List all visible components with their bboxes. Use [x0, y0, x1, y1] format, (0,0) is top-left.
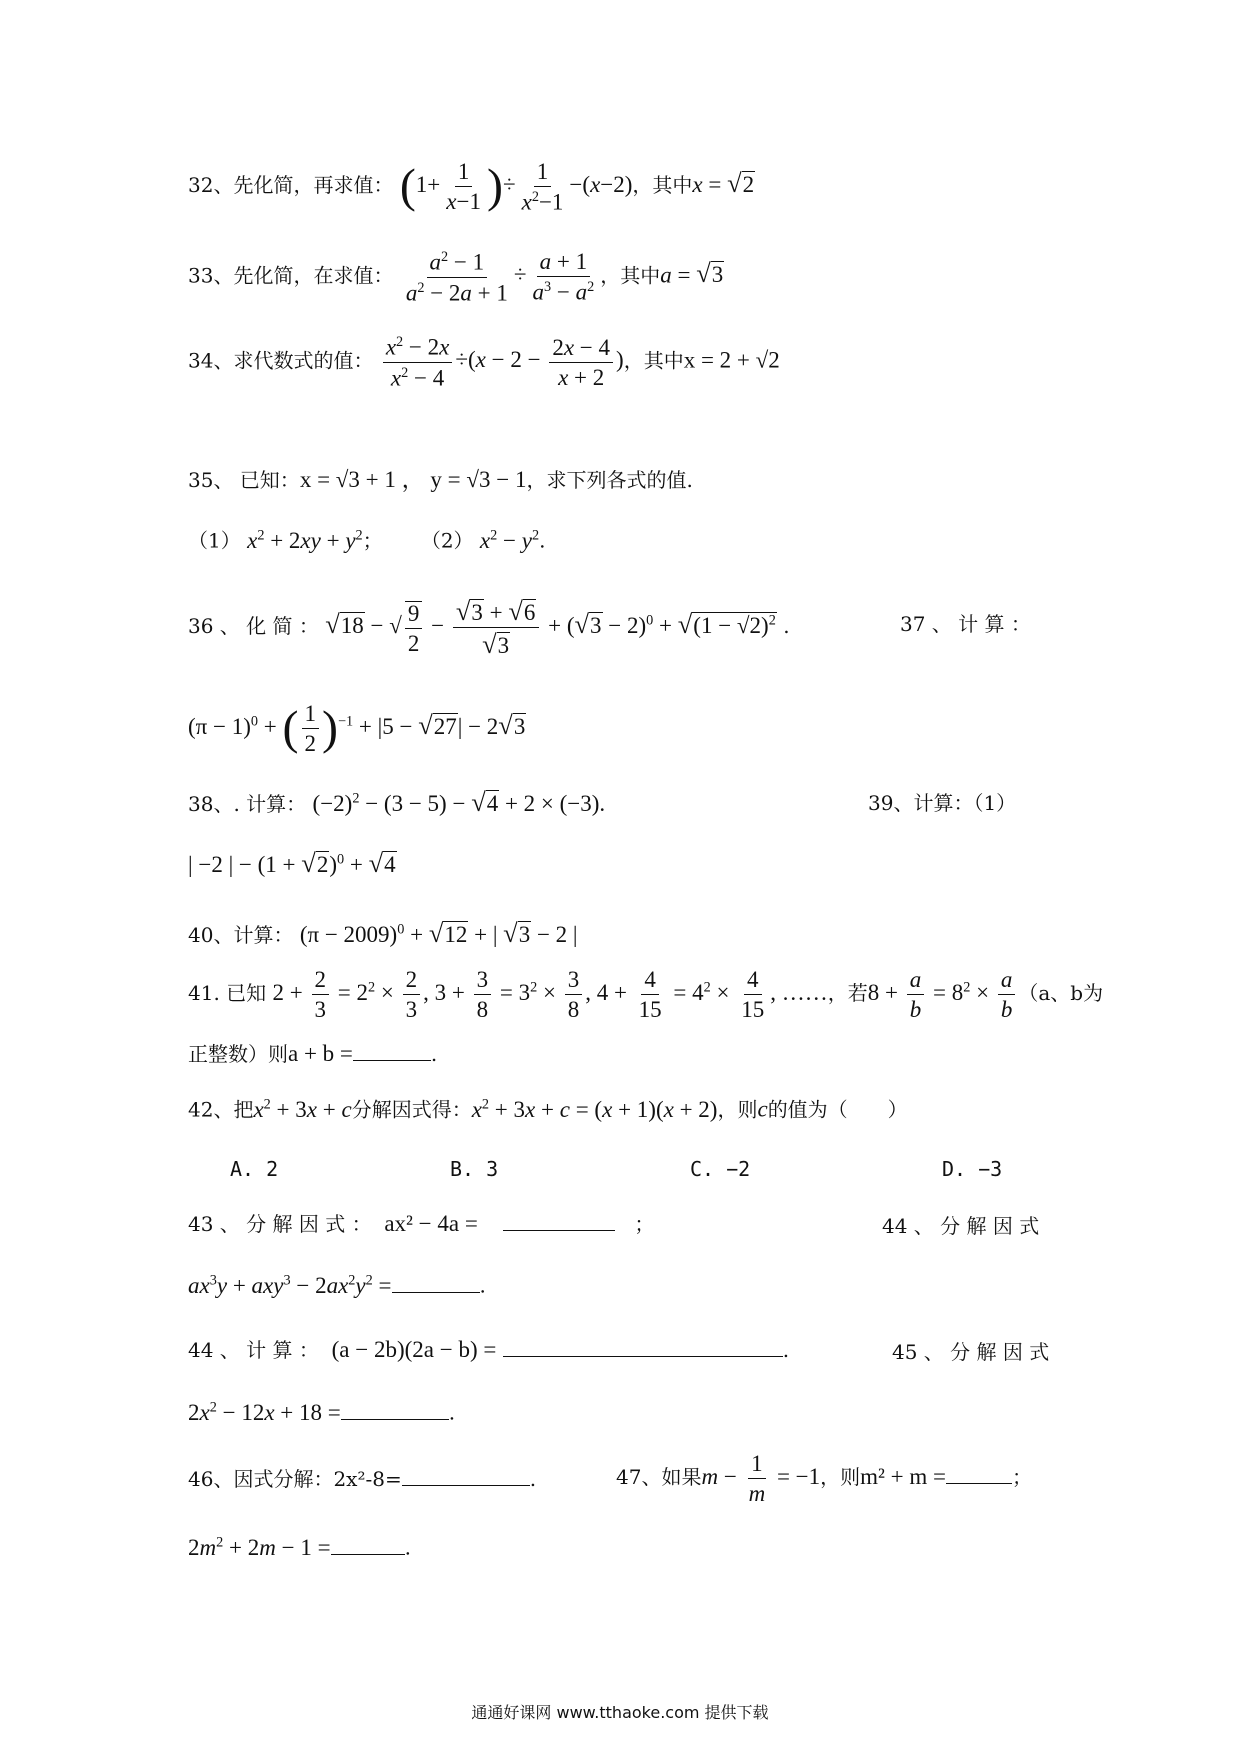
question-35-label: 35、 已知： [188, 468, 300, 492]
question-47: 47、如果m − $\frac{1}{m}$ = −1，则m² + m = ； [616, 1451, 1033, 1506]
question-34 [188, 335, 780, 389]
question-37-expression: $(\pi - 1)^0$ + ( $\frac{1}{2}$ )$^{-1}$ + |5 − √27| − 2√3 [188, 701, 526, 756]
question-35-tail: ，求下列各式的值. [526, 468, 693, 492]
question-44a: $ax^3y + axy^3 - 2ax^2y^2$ = . [188, 1272, 486, 1298]
question-43-expression: ax² − 4a = [384, 1211, 478, 1236]
question-44b: 44 、 计 算 ： (a − 2b)(2a − b) = . [188, 1337, 790, 1362]
question-44b-label: 44 、 计 算 ： [188, 1338, 319, 1362]
question-47-label: 47、如果 [616, 1464, 702, 1489]
question-32-condition: ，其中 [632, 173, 693, 198]
question-43: 43 、 分 解 因 式 ： ax² − 4a = ； [188, 1211, 655, 1236]
question-39 [188, 850, 397, 876]
question-42-option-b[interactable]: B. 3 [450, 1157, 499, 1181]
question-43-answer-blank[interactable] [503, 1230, 615, 1231]
question-34-value: x = 2 + √2 [683, 347, 780, 373]
question-35 [188, 468, 693, 491]
question-44a-answer-blank[interactable] [392, 1292, 480, 1293]
question-45: $2x^2 - 12x + 18$ = . [188, 1399, 456, 1425]
question-32: 32、先化简，再求值： (1+ $\frac{1}{x-1}$ )÷ $\frac{1}{x^2-1}$ −(x−2)，其中x = √2 [188, 159, 755, 215]
question-41: 41. 已知 2 + $\frac{2}{3}$ = $2^2$ × $\frac{2}{3}$ , 3 + $\frac{3}{8}$ = $3^2$ × $\frac{3}{8}$ , 4 + $\frac{4}{15}$ = $4^2$ × $\frac{4}{15}$ , ……，若8 + $\frac{a}{b}$ = $8^2$ × $\frac{a}{b}$ （a、b为 [188, 967, 1104, 1022]
question-35-part2-label: （2） [420, 528, 474, 553]
question-44b-expression: (a − 2b)(2a − b) = [331, 1337, 497, 1362]
question-38-label: 38、. 计算： [188, 792, 307, 816]
question-40-expression: $(\pi - 2009)^0 + √12$ + | √3 − 2 | [299, 918, 578, 948]
question-39-label: 39、计算：（1） [868, 791, 1017, 815]
question-42-option-a[interactable]: A. 2 [230, 1157, 279, 1181]
question-41-if: ，若 [827, 980, 868, 1005]
question-35-part1: $x^2 + 2xy + y^2$ [247, 527, 363, 553]
question-41-label: 41. 已知 [188, 980, 267, 1005]
question-43-label: 43 、 分 解 因 式 ： [188, 1212, 372, 1236]
question-33-label: 33、先化简，在求值： [188, 263, 394, 288]
question-41-line2: 正整数）则a + b = . [188, 1041, 438, 1066]
question-44a-label: 44 、 分 解 因 式 [882, 1214, 1040, 1238]
question-35-given: x = √3 + 1 ， y = √3 − 1 [299, 467, 527, 492]
question-33-expression: $\frac{a^2 - 1}{a^2 - 2a + 1}$ ÷ $\frac{a + 1}{a^3 - a^2}$ [405, 249, 595, 306]
question-36-expression: √18 − √ $\frac{9}{2}$ − $\frac{√3 + √6}{√3}$ + $(√3 - 2)^0 + √(1 - √2)^2$ [325, 596, 776, 660]
question-38-expression: $(-2)^2 - (3 - 5) - √4 + 2 \times (-3)$. [312, 787, 606, 817]
question-37 [188, 702, 526, 755]
question-33-var: a [660, 262, 672, 288]
question-34-expression: $\frac{x^2 - 2x}{x^2 - 4}$ ÷(x − 2 − $\frac{2x - 4}{x + 2}$ ) [380, 347, 624, 372]
question-32-expression: (1+ $\frac{1}{x-1}$ )÷ $\frac{1}{x^2-1}$ −(x−2) [399, 159, 633, 215]
question-36: 36 、 化 简 ： √18 − √ $\frac{9}{2}$ − $\frac{√3 + √6}{√3}$ + $(√3 - 2)^0 + √(1 - √2)^2$ . [188, 596, 790, 660]
question-46: 46、因式分解：2x²-8= . [188, 1467, 537, 1491]
question-45-expression: $2x^2 - 12x + 18$ = [188, 1399, 341, 1425]
question-36-label: 36 、 化 简 ： [188, 614, 319, 639]
question-42-tail-post: 的值为（ ） [767, 1097, 908, 1122]
question-47-answer-blank-1[interactable] [946, 1483, 1012, 1484]
question-32-label: 32、先化简，再求值： [188, 173, 394, 198]
question-42-expression: $x^2 + 3x + c = (x + 1)(x + 2)$ [471, 1096, 718, 1122]
question-41-note: （a、b为 [1018, 980, 1104, 1005]
question-41-expression: 2 + $\frac{2}{3}$ = $2^2$ × $\frac{2}{3}$ , 3 + $\frac{3}{8}$ = $3^2$ × $\frac{3}{8}$ , 4 + $\frac{4}{15}$ = $4^2$ × $\frac{4}{15}$ , …… [272, 967, 828, 1022]
question-42-option-c[interactable]: C. −2 [690, 1157, 751, 1181]
question-47-line2: $2m^2 + 2m - 1$ = . [188, 1534, 411, 1560]
question-47-answer-blank-2[interactable] [331, 1554, 405, 1555]
question-37-label: 37 、 计 算 ： [900, 612, 1031, 636]
question-35-part2: $x^2 - y^2$ [479, 527, 540, 553]
question-47-then: ，则 [820, 1464, 861, 1489]
question-41-note2: 正整数）则 [188, 1042, 288, 1066]
question-44b-answer-blank[interactable] [503, 1356, 783, 1357]
question-33: 33、先化简，在求值： $\frac{a^2 - 1}{a^2 - 2a + 1}$ ÷ $\frac{a + 1}{a^3 - a^2}$ ，其中a = √3 [188, 249, 724, 306]
question-35-parts: （1） $x^2 + 2xy + y^2$； （2） $x^2 - y^2$. [188, 527, 546, 553]
question-39-expression: | −2 | − $(1 + √2)^0 + √4$ [188, 848, 396, 878]
question-46-answer-blank[interactable] [402, 1485, 530, 1486]
question-42-mid: 分解因式得： [351, 1097, 472, 1122]
question-33-sqrt: 3 [711, 262, 724, 288]
question-47-condition: m − $\frac{1}{m}$ = −1 [701, 1451, 821, 1506]
question-46-label: 46、因式分解：2x²-8= [188, 1467, 402, 1491]
question-45-answer-blank[interactable] [341, 1419, 449, 1420]
question-40 [188, 920, 578, 946]
question-34-condition: ，其中 [623, 348, 684, 373]
question-42-label: 42、把 [188, 1097, 254, 1122]
question-41-answer-blank[interactable] [353, 1060, 431, 1061]
question-40-label: 40、计算： [188, 923, 294, 947]
question-42-tail-pre: ，则 [717, 1097, 758, 1122]
question-47-expr3: $2m^2 + 2m - 1$ = [188, 1534, 331, 1560]
question-38 [188, 789, 605, 815]
question-35-part1-label: （1） [188, 528, 241, 553]
question-41-sum: a + b = [288, 1041, 353, 1066]
question-47-expr2: m² + m = [860, 1463, 947, 1489]
question-42: 42、把$x^2 + 3x + c$分解因式得：$x^2 + 3x + c = (x + 1)(x + 2)$，则c的值为（ ） [188, 1096, 908, 1122]
question-32-var: x [692, 172, 703, 198]
question-44a-expression: $ax^3y + axy^3 - 2ax^2y^2$ = [188, 1272, 392, 1298]
question-42-option-d[interactable]: D. −3 [942, 1157, 1003, 1181]
question-32-sqrt: 2 [742, 172, 755, 198]
question-45-label: 45 、 分 解 因 式 [892, 1340, 1050, 1364]
page-footer: 通通好课网 www.tthaoke.com 提供下载 [471, 1703, 769, 1722]
question-34-label: 34、求代数式的值： [188, 348, 374, 373]
question-33-condition: ，其中 [600, 263, 661, 288]
